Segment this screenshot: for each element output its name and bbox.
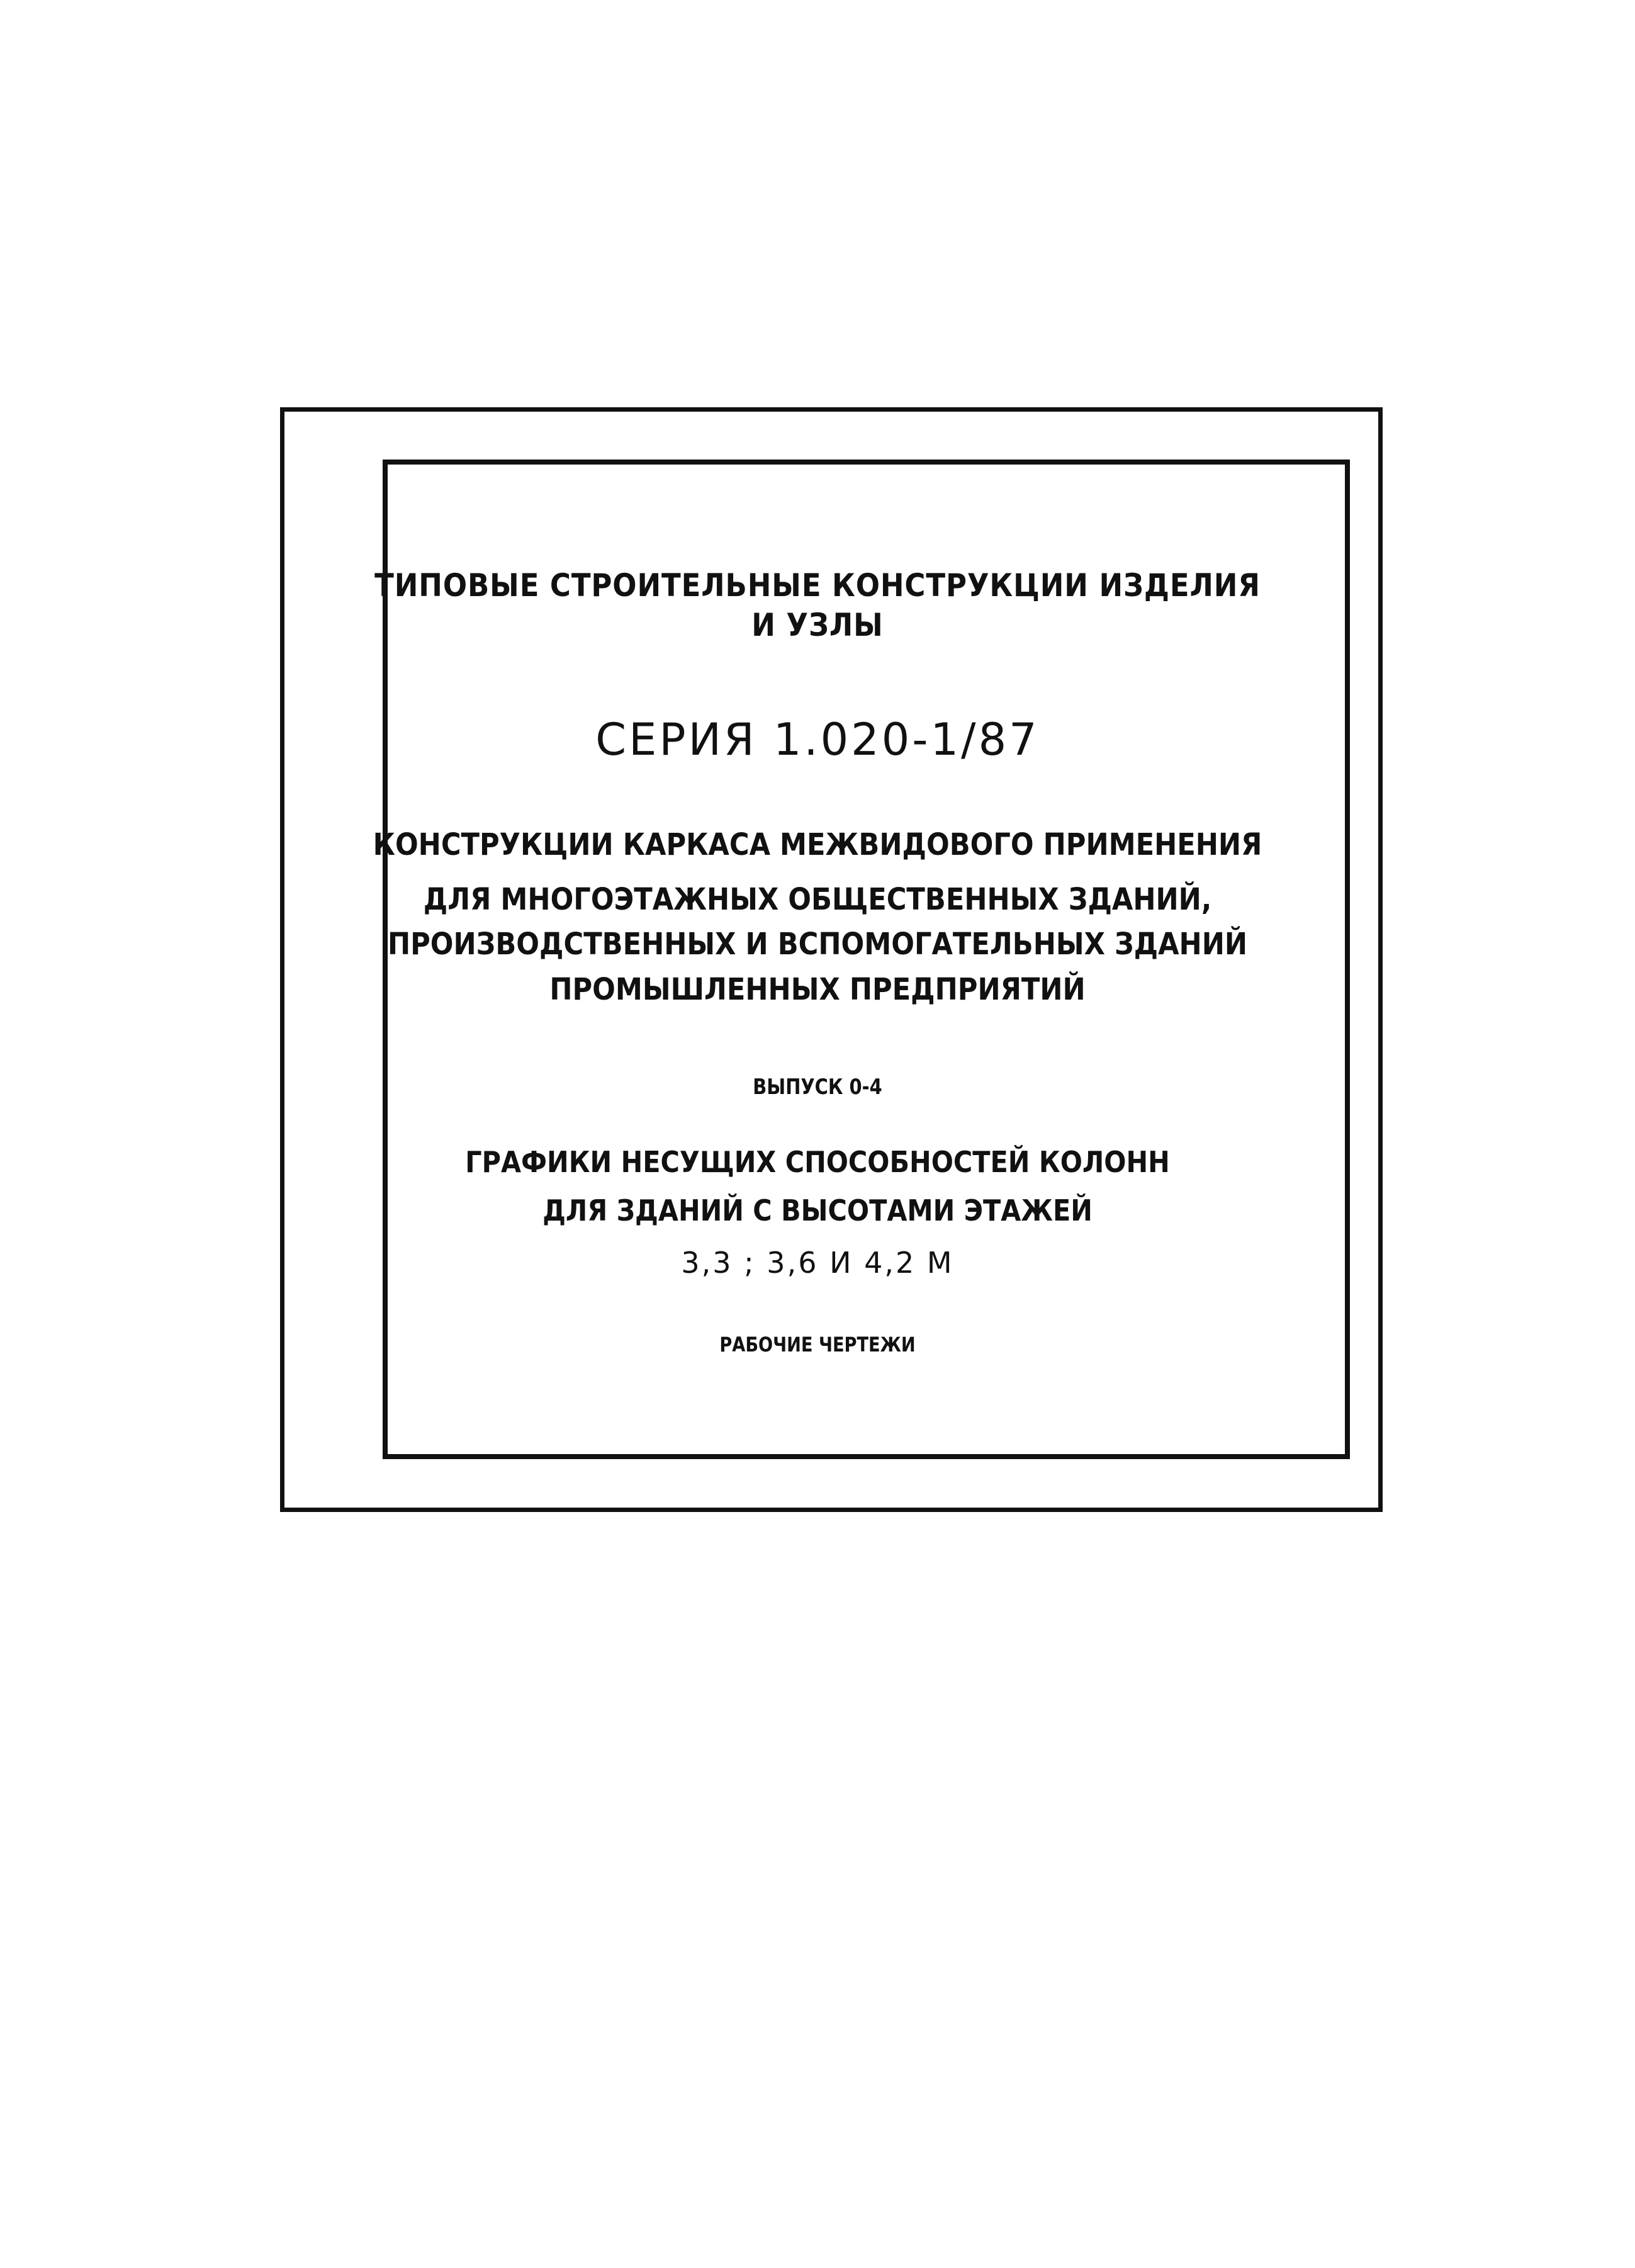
series-number: СЕРИЯ 1.020-1/87 [595,714,1040,765]
main-title-line-4: ПРОМЫШЛЕННЫХ ПРЕДПРИЯТИЙ [549,972,1086,1007]
main-title-line-3: ПРОИЗВОДСТВЕННЫХ И ВСПОМОГАТЕЛЬНЫХ ЗДАНИЙ [387,927,1248,962]
floor-heights: 3,3 ; 3,6 И 4,2 М [681,1246,954,1280]
subtitle-line-1: ГРАФИКИ НЕСУЩИХ СПОСОБНОСТЕЙ КОЛОНН [465,1145,1170,1179]
subtitle-line-2: ДЛЯ ЗДАНИЙ С ВЫСОТАМИ ЭТАЖЕЙ [542,1193,1093,1227]
main-title-line-1: КОНСТРУКЦИИ КАРКАСА МЕЖВИДОВОГО ПРИМЕНЕНИЯ [373,827,1262,862]
main-title-line-2: ДЛЯ МНОГОЭТАЖНЫХ ОБЩЕСТВЕННЫХ ЗДАНИЙ, [423,882,1212,917]
document-type: РАБОЧИЕ ЧЕРТЕЖИ [719,1333,916,1357]
heading-line-1: ТИПОВЫЕ СТРОИТЕЛЬНЫЕ КОНСТРУКЦИИ ИЗДЕЛИЯ [374,567,1261,604]
heading-line-2: И УЗЛЫ [751,607,884,643]
issue-number: ВЫПУСК 0-4 [753,1075,882,1100]
